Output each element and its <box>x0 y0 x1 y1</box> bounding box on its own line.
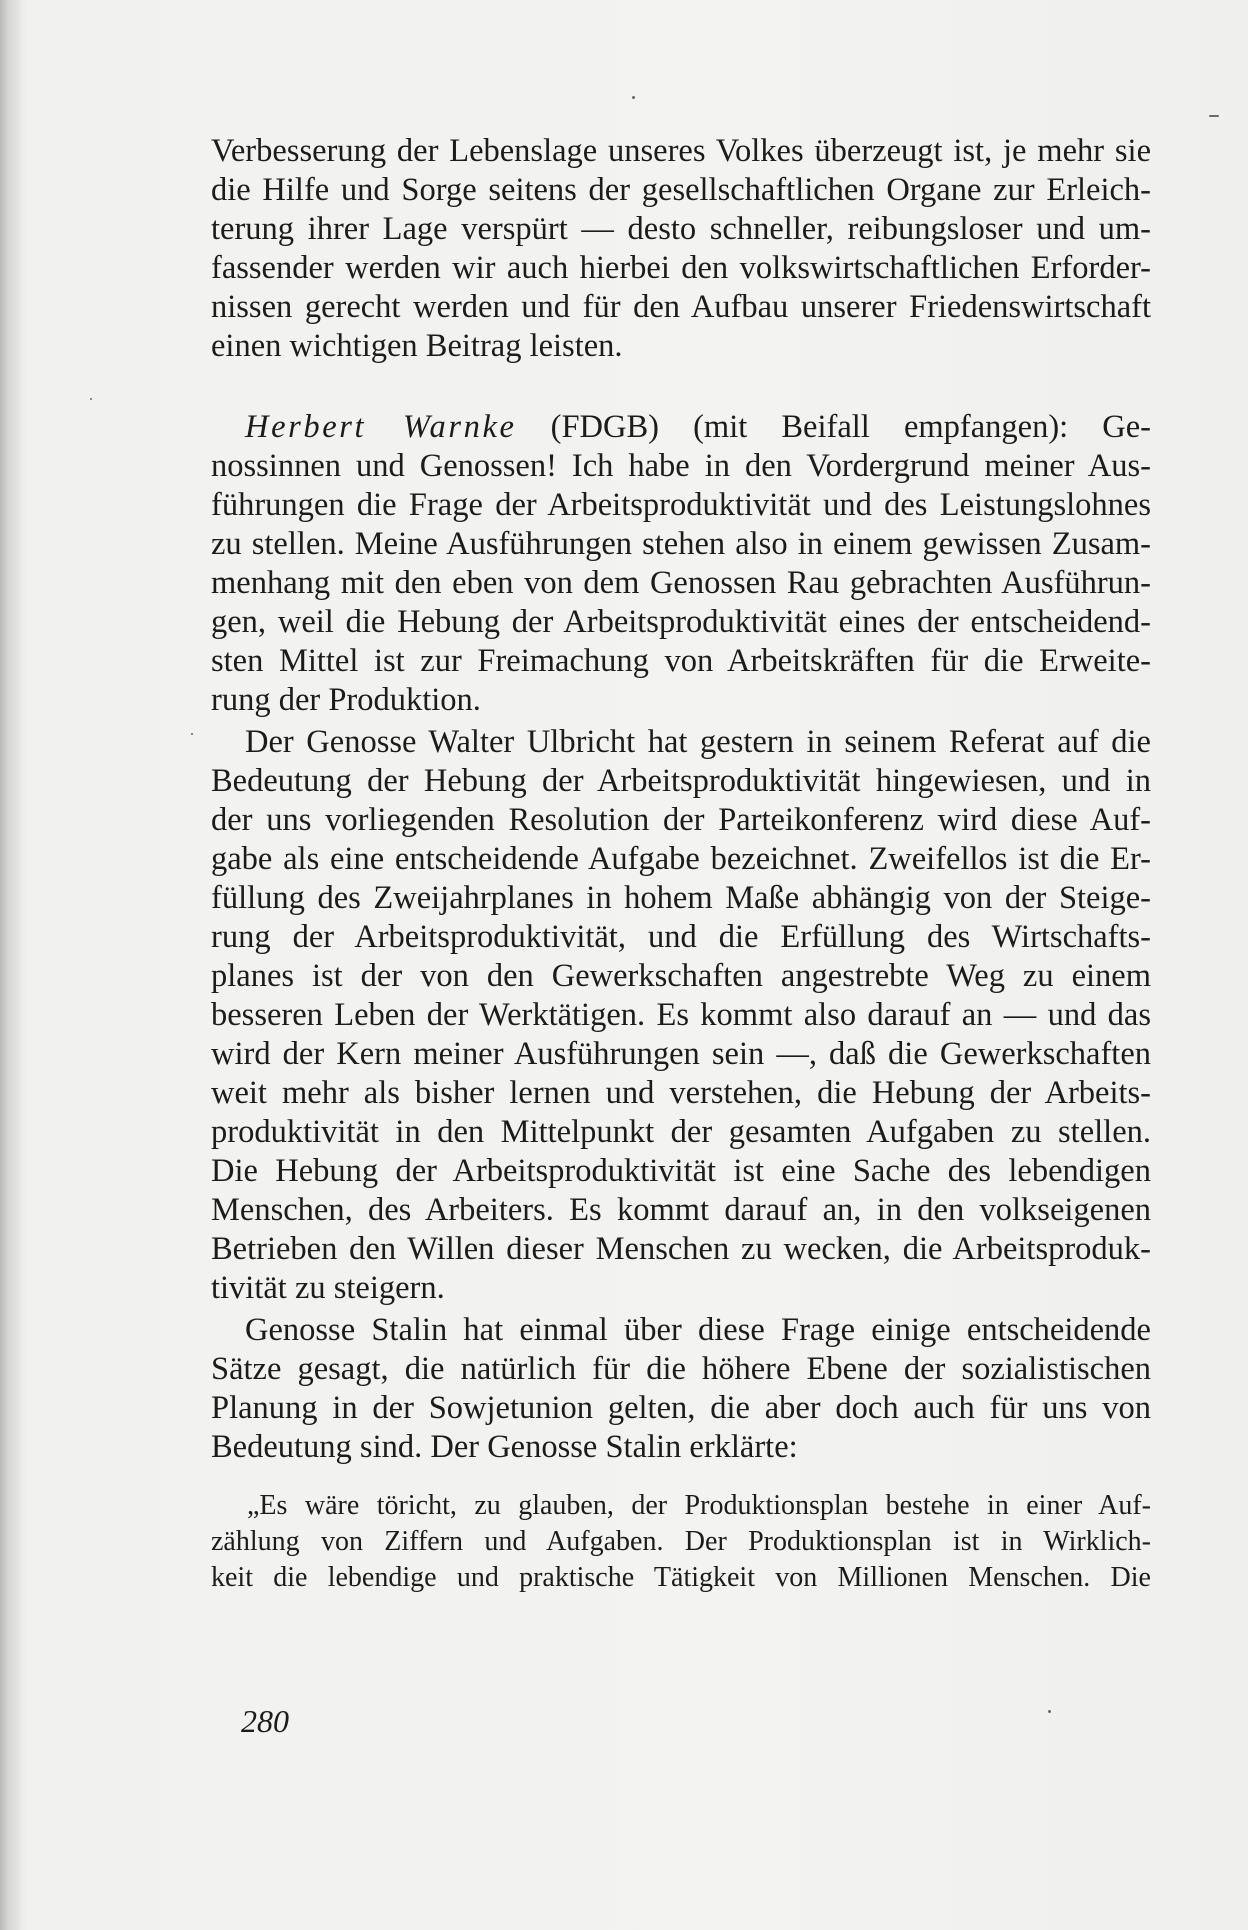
text-line: produktivität in den Mittelpunkt der gesamten Aufgaben zu stellen. <box>211 1114 1151 1150</box>
text-line: Sätze gesagt, die natürlich für die höhere Ebene der sozialistischen <box>211 1351 1151 1387</box>
quote-line: „Es wäre töricht, zu glauben, der Produktionsplan bestehe in einer Auf- <box>247 1490 1151 1521</box>
text-line: Der Genosse Walter Ulbricht hat gestern in seinem Referat auf die <box>245 724 1151 760</box>
text-line: wird der Kern meiner Ausführungen sein —, daß die Gewerkschaften <box>211 1036 1151 1072</box>
text-line: führungen die Frage der Arbeitsproduktivität und des Leistungslohnes <box>211 487 1151 523</box>
text-line: terung ihrer Lage verspürt — desto schneller, reibungsloser und um- <box>211 211 1151 247</box>
text-line: gen, weil die Hebung der Arbeitsproduktivität eines der entscheidend- <box>211 604 1151 640</box>
text-line: Betrieben den Willen dieser Menschen zu wecken, die Arbeitsproduk- <box>211 1231 1151 1267</box>
text-line: Bedeutung sind. Der Genosse Stalin erklärte: <box>211 1429 798 1465</box>
text-line: Bedeutung der Hebung der Arbeitsproduktivität hingewiesen, und in <box>211 763 1151 799</box>
scan-speck <box>90 398 92 400</box>
text-line: der uns vorliegenden Resolution der Parteikonferenz wird diese Auf- <box>211 802 1151 838</box>
speaker-name: Herbert Warnke <box>245 409 517 445</box>
text-line: nissen gerecht werden und für den Aufbau unserer Friedenswirtschaft <box>211 289 1151 325</box>
text-line: planes ist der von den Gewerkschaften angestrebte Weg zu einem <box>211 958 1151 994</box>
speech-first-line-text: (FDGB) (mit Beifall empfangen): Ge- <box>550 409 1152 445</box>
text-line: einen wichtigen Beitrag leisten. <box>211 328 623 364</box>
quote-line: keit die lebendige und praktische Tätigkeit von Millionen Menschen. Die <box>211 1562 1151 1593</box>
text-line: Menschen, des Arbeiters. Es kommt darauf an, in den volkseigenen <box>211 1192 1151 1228</box>
scan-speck <box>191 733 193 735</box>
quote-line: zählung von Ziffern und Aufgaben. Der Produktionsplan ist in Wirklich- <box>211 1526 1151 1557</box>
text-line: nossinnen und Genossen! Ich habe in den Vordergrund meiner Aus- <box>211 448 1151 484</box>
text-line: fassender werden wir auch hierbei den volkswirtschaftlichen Erforder- <box>211 250 1151 286</box>
text-line: Genosse Stalin hat einmal über diese Frage einige entscheidende <box>245 1312 1151 1348</box>
text-line: Die Hebung der Arbeitsproduktivität ist eine Sache des lebendigen <box>211 1153 1151 1189</box>
text-line: die Hilfe und Sorge seitens der gesellschaftlichen Organe zur Erleich- <box>211 172 1151 208</box>
text-line: besseren Leben der Werktätigen. Es kommt also darauf an — und das <box>211 997 1151 1033</box>
scan-speck <box>1048 1710 1051 1713</box>
text-line: zu stellen. Meine Ausführungen stehen also in einem gewissen Zusam- <box>211 526 1151 562</box>
text-line: gabe als eine entscheidende Aufgabe bezeichnet. Zweifellos ist die Er- <box>211 841 1151 877</box>
scan-speck <box>1209 115 1219 117</box>
text-line: füllung des Zweijahrplanes in hohem Maße abhängig von der Steige- <box>211 880 1151 916</box>
text-line: tivität zu steigern. <box>211 1270 445 1306</box>
text-line: rung der Produktion. <box>211 682 481 718</box>
text-line: weit mehr als bisher lernen und verstehen, die Hebung der Arbeits- <box>211 1075 1151 1111</box>
text-line: sten Mittel ist zur Freimachung von Arbeitskräften für die Erweite- <box>211 643 1151 679</box>
text-line: menhang mit den eben von dem Genossen Rau gebrachten Ausführun- <box>211 565 1151 601</box>
scan-speck <box>632 96 635 99</box>
page-gutter-shadow <box>0 0 22 1930</box>
text-line: Verbesserung der Lebenslage unseres Volkes überzeugt ist, je mehr sie <box>211 133 1151 169</box>
page-number: 280 <box>241 1703 289 1739</box>
speech-first-line <box>245 407 1151 447</box>
text-line: rung der Arbeitsproduktivität, und die Erfüllung des Wirtschafts- <box>211 919 1151 955</box>
text-line: Planung in der Sowjetunion gelten, die aber doch auch für uns von <box>211 1390 1151 1426</box>
